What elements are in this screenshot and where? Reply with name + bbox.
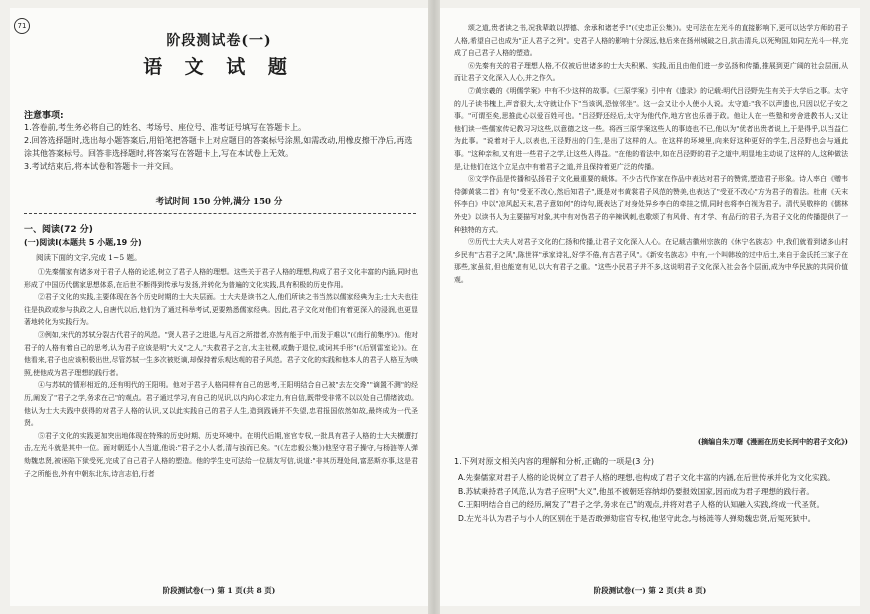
question-stem: 1.下列对原文相关内容的理解和分析,正确的一项是(3 分) bbox=[454, 457, 655, 466]
page-footer: 阶段测试卷(一) 第 2 页(共 8 页) bbox=[593, 586, 707, 595]
paragraph: ⑤君子文化的实践更加突出地体现在特殊的历史时期、历史环境中。在明代后期,宦官专权,一批具有君子人格的士大夫横遭打击,左光斗就是其中一位。面对朝廷小人当道,他说:"君子之小人者,清与浊而已矣。"(《左忠毅公集》)他坚守君子操守,与杨涟等人弹劾魏忠贤,被诬陷下狱受死,完成了自己君子人格的塑造。他的学生史可法给一位朋友写信,说道:"非其历理处间,富恶斯亦事,这是君子之所能也,外有中朝东北东,诗言志伯,行者 bbox=[24, 431, 418, 478]
option-c: C.王阳明结合自己的经历,阐发了"君子之学,务求在己"的观点,并将对君子人格的认知融入实践,终成一代圣贤。 bbox=[458, 500, 825, 510]
page-circle-number: 71 bbox=[14, 18, 30, 34]
exam-page-2 bbox=[440, 8, 860, 606]
option-b: B.苏轼秉持君子风范,认为君子应明"大义",他虽不被朝廷容纳却仍要报效国家,因而成为君子理想的践行者。 bbox=[458, 486, 814, 496]
exam-page-1 bbox=[10, 8, 428, 606]
paragraph: ③例如,宋代的苏轼分裂古代君子的风范。"贤人君子之进退,与凡百之所措者,亦然有能于中,而发于难以"(《南行前集序》)。他对君子的人格有着自己的思考,认为君子应该是明"大义"之人,"夫救君子之言,太主社稷,或勤于退位,或词其手形"(《后别雷室论》)。在他看来,君子也应该积极出世,尽管苏轼一生多次被贬谪,却保持着乐观达观的君子风范。君子文化的实践和他本人的君子人格互为映照,使他成为君子理想的践行者。 bbox=[24, 330, 418, 377]
notice-list bbox=[24, 121, 416, 173]
paragraph: ②君子文化的实践,主要体现在各个历史时期的士大夫层面。士大夫是读书之人,他们所读之书当然以儒家经典为主;士大夫也往往是执政或参与执政之人,自唐代以后,他们为了通过科举考试,更要熟悉儒家经典。因此,君子文化对他们有着更深入的浸润,也更显著地转化为实践行为。 bbox=[24, 293, 418, 327]
subsection-heading: (一)阅读Ⅰ(本题共 5 小题,19 分) bbox=[24, 238, 142, 247]
option-d: D.左光斗认为君子与小人的区别在于是否敢弹劾宦官专权,他坚守此念,与杨涟等人弹劾魏忠贤,后冤死狱中。 bbox=[458, 513, 816, 523]
divider bbox=[24, 213, 416, 214]
notice-item: 2.回答选择题时,选出每小题答案后,用铅笔把答题卡上对应题目的答案标号涂黑,如需改动,用橡皮擦干净后,再选涂其他答案标号。回答非选择题时,将答案写在答题卡上,写在本试卷上无效。 bbox=[24, 136, 413, 158]
passage-text bbox=[24, 266, 418, 480]
paragraph: ⑧文学作品是传播和弘扬君子文化最重要的载体。不少古代作家在作品中表达对君子的赞赏,塑造君子形象。诗人率白《赠韦侍御黄裳二首》有句"受亚不改心,然后知君子",既是对韦黄裳君子风范的赞美,也表达了"受亚不改心"方为君子的看法。杜甫《天末怀李白》中以"凉风起天末,君子意如何"的诗句,既表达了对身处异乡李白的牵挂之情,同时也将李白视为君子。清代吴敬梓的《儒林外史》以读书人为主要描写对象,其中有对伪君子的辛辣讽刺,也歌颂了有风骨、有才学、有品行的君子,为君子文化的传播提供了一种独特的方式。 bbox=[454, 175, 848, 234]
section-heading: 一、阅读(72 分) bbox=[24, 225, 93, 235]
answer-options bbox=[454, 471, 848, 525]
notice-item: 3.考试结束后,将本试卷和答题卡一并交回。 bbox=[24, 162, 179, 171]
paragraph: ④与苏轼的情形相近的,还有明代的王阳明。他对于君子人格同样有自己的思考,王阳明结合自己被"去左交谗""谪置不测"的经历,阐发了"君子之学,务求在己"的观点。君子通过学习,有自己的见识,以内向心求定力,有自信,既带受非常不以以处自己情绪波动。他认为士大夫践中获得的对君子人格的认识,又以此实践自己的君子人生,造到践诵并不失望,忠君报国依然如故,最终成为一代圣贤。 bbox=[24, 381, 418, 428]
page-footer: 阶段测试卷(一) 第 1 页(共 8 页) bbox=[162, 586, 276, 595]
paragraph: ⑦黄宗羲的《明儒学案》中有不少这样的故事。《三原学案》引中有《遗录》的记载:明代吕泾野先生有关于大学后之事。太守的儿子读书槐上,声音很大,太守就让仆下"当该讽,恐惊邻坐"。这一会又让小人使小人说。太守道:"我不以声遗也,只因以忆子安之事。"可谓至矣,思推此心以爱百姓可也。"吕泾野还经后,太守为他代作,地方官也乐善于政。他让人在一些塾和旁舍进教书人;又让他们读一些儒家传记教习习这些,以意德之这一些。将西三原学案这些人的事迹也不已,他以为"优者出贵者说上,于是得乎,以当益仁为此事。"说着对于人,以表也,王泾野出的门生,是出了这样的人。在这样的环境里,向来好这种更好的学生,吕泾野也会与通此事。"这种亲和,又有进一些君子之学,让这些人得益。"在他的看法中,如在吕泾野的君子之道中,明显地主动说了这样的人,这种做法是,让他们在这个立足点中有着君子之道,并且保持着更广泛的传播。 bbox=[454, 86, 848, 171]
option-a: A.先秦儒家对君子人格的论说树立了君子人格的理想,也构成了君子文化丰富的内涵,在后世传承并化为文化实践。 bbox=[458, 473, 835, 482]
notice-item: 1.答卷前,考生务必将自己的姓名、考场号、座位号、准考证号填写在答题卡上。 bbox=[24, 123, 307, 132]
paragraph: 颂之道,贵者读之书,况我辈敢以捍德、余承和诸老乎!"(《史忠正公集》)。史可法在左光斗的直接影响下,更可以达学方师的君子人格,希望自己也成为"正人君子之列"。史君子人格的影响十分深远,他后来在扬州城破之日,抗击清兵,以死殉国,如同左光斗一样,完成了自己君子人格的塑造。 bbox=[454, 24, 848, 58]
exam-title: 阶段测试卷(一) bbox=[166, 33, 272, 49]
exam-subject: 语 文 试 题 bbox=[143, 56, 295, 78]
paragraph: ⑥先秦有关的君子理想人格,不仅被后世诸多的士大夫积累、实践,而且由他们进一步弘扬和传播,推展到更广阔的社会层面,从而让君子文化深入人心,并之作久。 bbox=[454, 61, 848, 83]
reading-instruction: 阅读下面的文字,完成 1~5 题。 bbox=[36, 253, 142, 262]
paragraph: ①先秦儒家有诸多对于君子人格的论述,树立了君子人格的理想。这些关于君子人格的理想,构成了君子文化丰富的内涵,同时也形成了中国历代儒家思想体系,在后世不断得到传承与发扬,并转化为普遍的文化实践,具有积极的历史作用。 bbox=[24, 268, 418, 289]
book-gutter bbox=[428, 0, 440, 614]
passage-text bbox=[454, 22, 848, 286]
source-citation: (摘编自朱万曙《漫画在历史长河中的君子文化》) bbox=[697, 437, 848, 446]
paragraph: ⑨历代士大夫人对君子文化的仁扬和传播,让君子文化深入人心。在记载吉徽州宗族的《休宁名族志》中,我们就看到诸多山村乡民有"古君子之风",陈世祥"承家诗礼,好学不倦,有古君子风"。《新安名族志》中有,一个叫韩妆的过中后士,来自于金氏托三家子在那些,家虽贫,但也能宽有见,以大有君子之重。"这些小民君子并不多,这说明君子文化深入社会各个层面,成为中华民族的共同价值观。 bbox=[454, 238, 848, 284]
exam-time: 考试时间 150 分钟,满分 150 分 bbox=[155, 197, 283, 207]
notice-heading: 注意事项: bbox=[24, 111, 64, 121]
